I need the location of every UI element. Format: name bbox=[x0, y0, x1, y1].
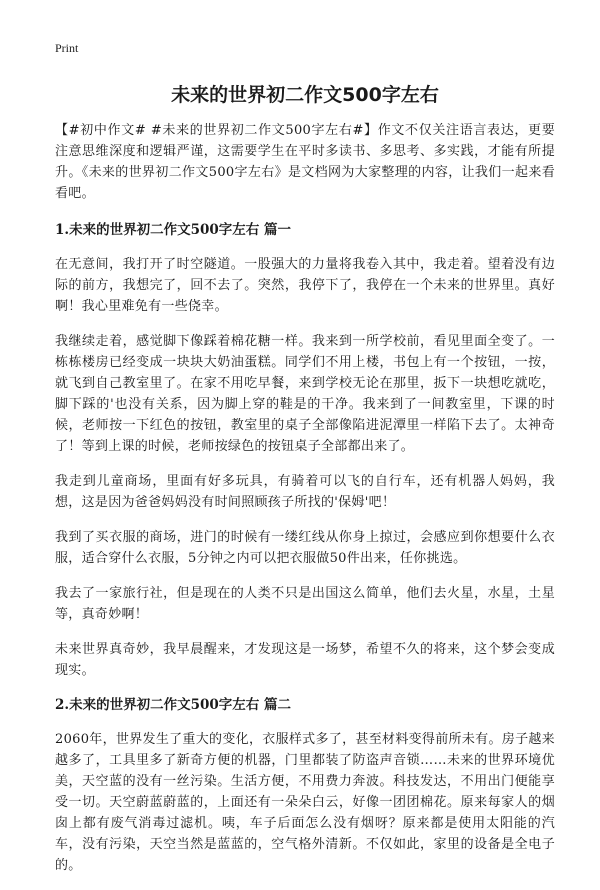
intro-paragraph: 【#初中作文# #未来的世界初二作文500字左右#】作文不仅关注语言表达，更要注意思维深度和逻辑严谨，这需要学生在平时多读书、多思考、多实践，才能有所提升。《未来的世界初二作文500字左右》是文档网为大家整理的内容，让我们一起来看看吧。 bbox=[55, 123, 555, 201]
paragraph: 我到了买衣服的商场，进门的时候有一缕红线从你身上掠过，会感应到你想要什么衣服，适合穿什么衣服，5分钟之内可以把衣服做50件出来，任你挑选。 bbox=[55, 530, 555, 566]
paragraph: 未来世界真奇妙，我早晨醒来，才发现这是一场梦，希望不久的将来，这个梦会变成现实。 bbox=[55, 642, 555, 678]
paragraph: 2060年，世界发生了重大的变化，衣服样式多了，甚至材料变得前所未有。房子越来越多了，工具里多了新奇方便的机器，门里都装了防盗声音锁……未来的世界环境优美，天空蓝的没有一丝污染。生活方便，不用费力奔波。科技发达，不用出门便能享受一切。天空蔚蓝蔚蓝的，上面还有一朵朵白云，好像一团团棉花。原来每家人的烟囱上都有废气消毒过滤机。咦，车子后面怎么没有烟呀？原来都是使用太阳能的汽车，没有污染，天空当然是蓝蓝的，空气格外清新。不仅如此，家里的设备是全电子的。 bbox=[55, 732, 555, 873]
paragraph: 我去了一家旅行社，但是现在的人类不只是出国这么简单，他们去火星，水星，土星等，真奇妙啊！ bbox=[55, 586, 555, 622]
page-title: 未来的世界初二作文500字左右 bbox=[171, 84, 439, 106]
section-heading-2: 2.未来的世界初二作文500字左右 篇二 bbox=[55, 697, 291, 713]
paragraph: 我继续走着，感觉脚下像踩着棉花糖一样。我来到一所学校前，看见里面全变了。一栋栋楼房已经变成一块块大奶油蛋糕。同学们不用上楼，书包上有一个按钮，一按，就飞到自己教室里了。在家不用吃早餐，来到学校无论在那里，扳下一块想吃就吃，脚下踩的'也没有关系，因为脚上穿的鞋是的干净。我来到了一间教室里，下课的时候，老师按一下红色的按钮，教室里的桌子全部像陷进泥潭里一样陷下去了。太神奇了！等到上课的时候，老师按绿色的按钮桌子全部都出来了。 bbox=[55, 334, 555, 454]
document-page bbox=[55, 40, 555, 890]
paragraph: 我走到儿童商场，里面有好多玩具，有骑着可以飞的自行车，还有机器人妈妈，我想，这是因为爸爸妈妈没有时间照顾孩子所找的'保姆'吧！ bbox=[55, 474, 555, 510]
paragraph: 在无意间，我打开了时空隧道。一股强大的力量将我卷入其中，我走着。望着没有边际的前方，我想完了，回不去了。突然，我停下了，我停在一个未来的世界里。真好啊！我心里难免有一些侥幸。 bbox=[55, 257, 555, 314]
section-heading-1: 1.未来的世界初二作文500字左右 篇一 bbox=[55, 222, 291, 238]
print-link[interactable]: Print bbox=[55, 41, 79, 55]
